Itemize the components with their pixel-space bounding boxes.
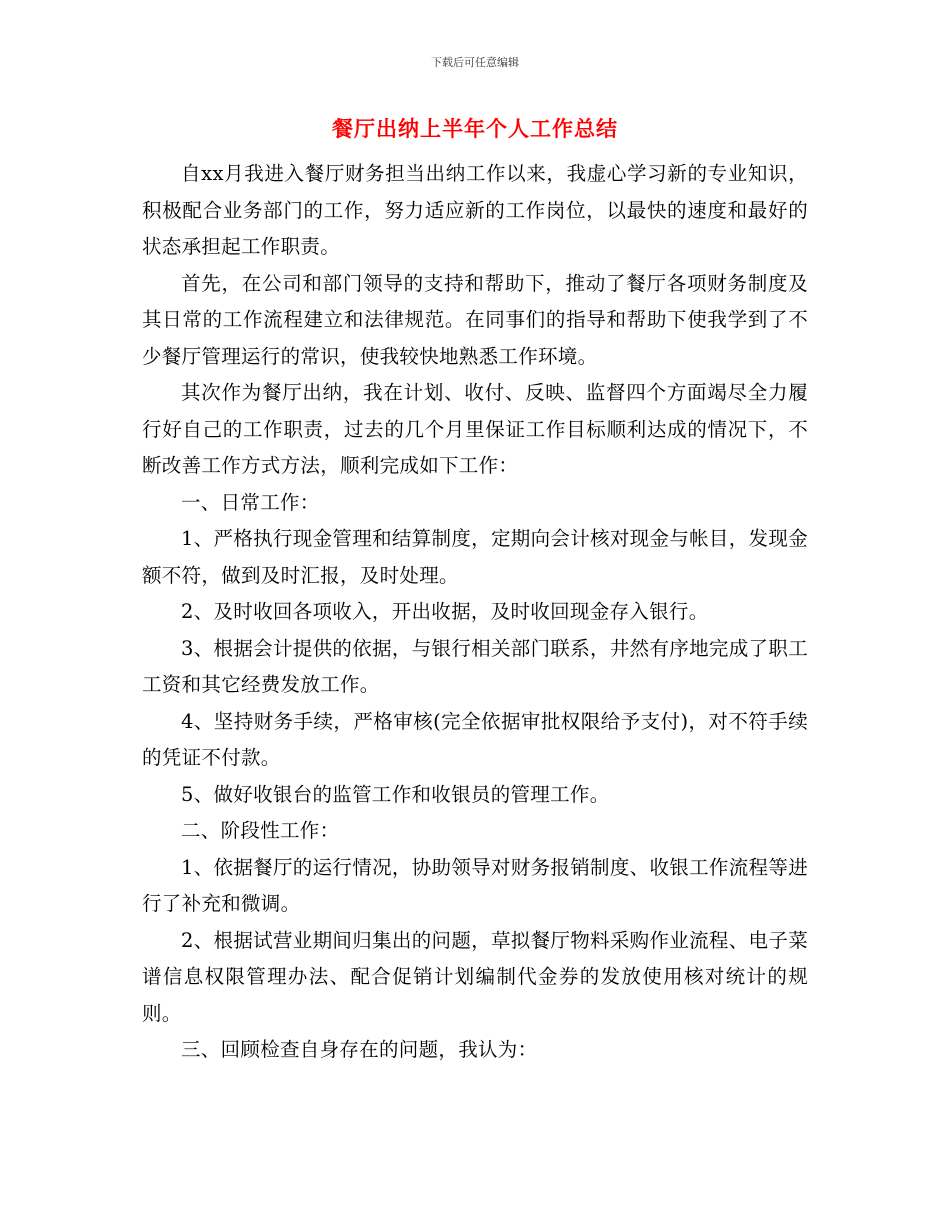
section-heading: 三、回顾检查自身存在的问题，我认为： <box>181 1038 538 1061</box>
document-body <box>142 156 808 1069</box>
paragraph: 自xx月我进入餐厅财务担当出纳工作以来，我虚心学习新的专业知识，积极配合业务部门的工作，努力适应新的工作岗位，以最快的速度和最好的状态承担起工作职责。 <box>142 162 808 258</box>
list-item: 3、根据会计提供的依据，与银行相关部门联系，井然有序地完成了职工工资和其它经费发放工作。 <box>142 636 808 696</box>
list-item: 1、严格执行现金管理和结算制度，定期向会计核对现金与帐目，发现金额不符，做到及时汇报，及时处理。 <box>142 527 808 587</box>
document-title: 餐厅出纳上半年个人工作总结 <box>332 117 618 141</box>
paragraph: 其次作为餐厅出纳，我在计划、收付、反映、监督四个方面竭尽全力履行好自己的工作职责，过去的几个月里保证工作目标顺利达成的情况下，不断改善工作方式方法，顺利完成如下工作： <box>142 381 808 477</box>
list-item: 2、根据试营业期间归集出的问题，草拟餐厅物料采购作业流程、电子菜谱信息权限管理办法、配合促销计划编制代金券的发放使用核对统计的规则。 <box>142 928 808 1025</box>
header-note: 下载后可任意编辑 <box>431 56 519 69</box>
list-item: 5、做好收银台的监管工作和收银员的管理工作。 <box>181 782 610 806</box>
list-item: 4、坚持财务手续，严格审核(完全依据审批权限给予支付)，对不符手续的凭证不付款。 <box>142 709 808 769</box>
list-item: 1、依据餐厅的运行情况，协助领导对财务报销制度、收银工作流程等进行了补充和微调。 <box>142 855 808 915</box>
section-heading: 一、日常工作： <box>181 490 320 514</box>
list-item: 2、及时收回各项收入，开出收据，及时收回现金存入银行。 <box>181 600 709 623</box>
section-heading: 二、阶段性工作： <box>181 819 340 842</box>
paragraph: 首先，在公司和部门领导的支持和帮助下，推动了餐厅各项财务制度及其日常的工作流程建立和法律规范。在同事们的指导和帮助下使我学到了不少餐厅管理运行的常识，使我较快地熟悉工作环境。 <box>142 271 808 368</box>
